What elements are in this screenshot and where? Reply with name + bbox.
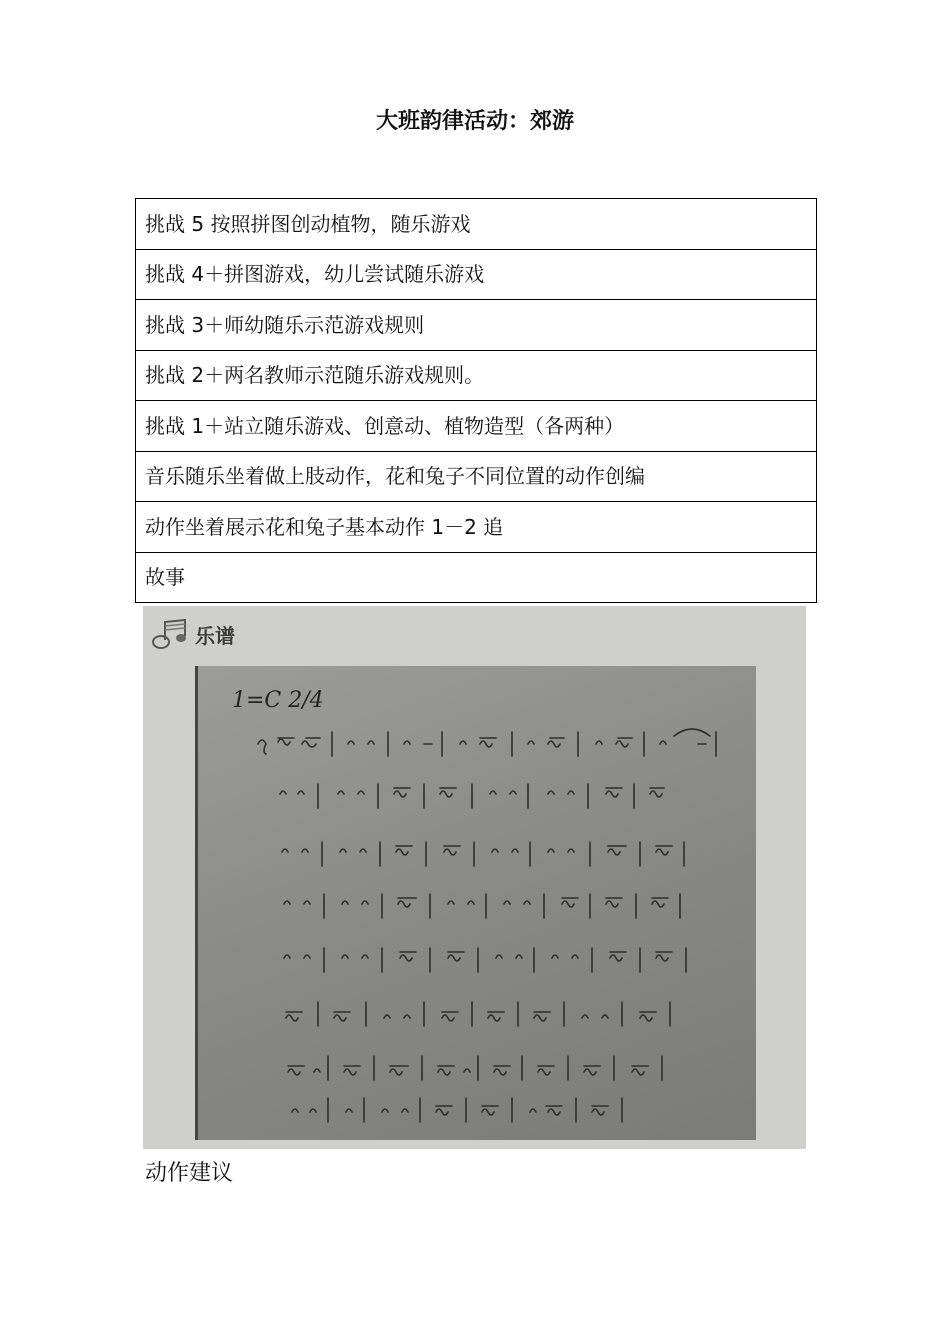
table-row — [136, 350, 817, 401]
table-row — [136, 300, 817, 351]
handwritten-sheet — [195, 666, 756, 1140]
table-row — [136, 401, 817, 452]
music-score-photo — [143, 606, 806, 1149]
table-cell: 挑战 2＋两名教师示范随乐游戏规则。 — [136, 350, 817, 401]
handwritten-notation — [198, 666, 756, 1140]
table-row — [136, 502, 817, 553]
table-cell: 挑战 5 按照拼图创动植物，随乐游戏 — [136, 199, 817, 250]
table-cell: 音乐随乐坐着做上肢动作，花和兔子不同位置的动作创编 — [136, 451, 817, 502]
table-cell: 故事 — [136, 552, 817, 603]
key-signature: 1=C 2/4 — [232, 688, 324, 713]
activity-table — [135, 198, 817, 603]
table-row — [136, 451, 817, 502]
table-row — [136, 552, 817, 603]
caption-text: 动作建议 — [145, 1161, 234, 1186]
table-cell: 挑战 4＋拼图游戏，幼儿尝试随乐游戏 — [136, 249, 817, 300]
document-title: 大班韵律活动：郊游 — [375, 108, 574, 134]
music-score-icon — [151, 618, 189, 652]
score-header: 乐谱 — [195, 624, 235, 648]
table-cell: 动作坐着展示花和兔子基本动作 1－2 追 — [136, 502, 817, 553]
table-row — [136, 199, 817, 250]
table-cell: 挑战 3＋师幼随乐示范游戏规则 — [136, 300, 817, 351]
table-row — [136, 249, 817, 300]
table-cell: 挑战 1＋站立随乐游戏、创意动、植物造型（各两种） — [136, 401, 817, 452]
